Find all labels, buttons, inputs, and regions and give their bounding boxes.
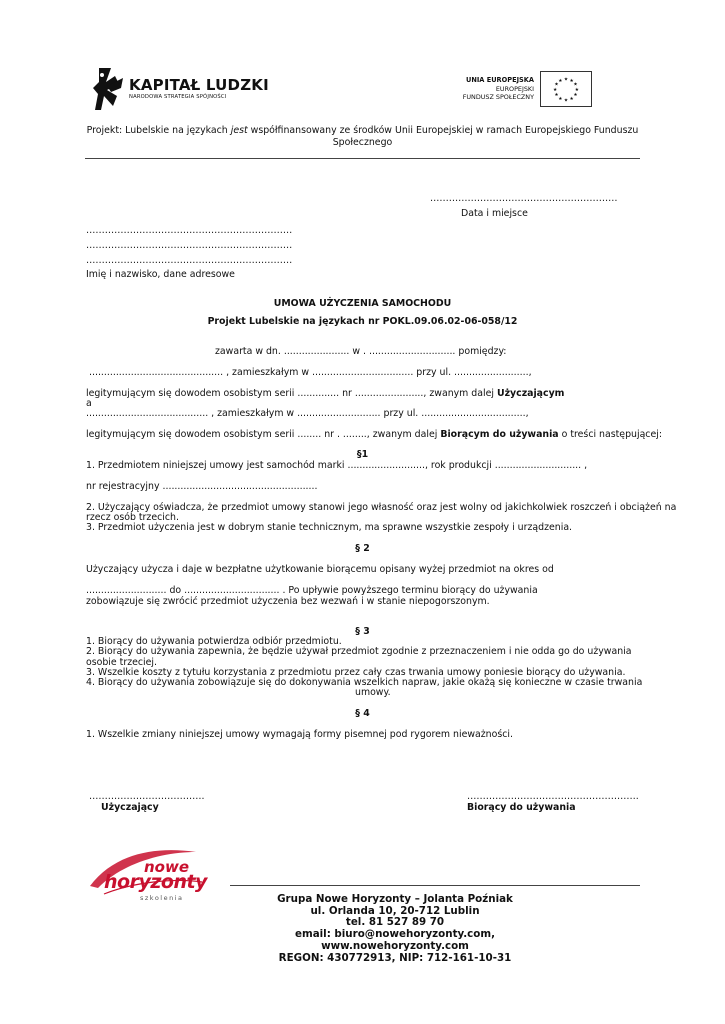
nowe-horyzonty-logo — [84, 842, 209, 908]
kapital-ludzki-mark-icon — [93, 66, 127, 112]
address-label: Imię i nazwisko, dane adresowe — [86, 269, 235, 280]
footer-contact — [250, 894, 540, 964]
logo-word-nowe: nowe — [144, 858, 190, 876]
eu-logo — [462, 71, 592, 107]
section3-item4-cont: umowy. — [355, 687, 391, 698]
section3-item2-cont: osobie trzeciej. — [86, 657, 157, 668]
svg-text:★: ★ — [558, 96, 563, 102]
footer-divider — [230, 885, 640, 886]
party2-id — [86, 429, 662, 440]
svg-text:★: ★ — [569, 96, 574, 102]
section2-heading: § 2 — [355, 543, 370, 554]
project-note-part2: współfinansowany ze środków Unii Europejskiej w ramach Europejskiego Funduszu — [247, 125, 639, 136]
signature-right-line: ………………………………………………. — [467, 791, 639, 802]
kapital-ludzki-subtitle: NARODOWA STRATEGIA SPÓJNOŚCI — [129, 94, 227, 100]
svg-text:★: ★ — [574, 87, 579, 93]
section2-line3: zobowiązuje się zwrócić przedmiot użyczenia bez wezwań i w stanie niepogorszonym. — [86, 596, 490, 607]
footer-company: Grupa Nowe Horyzonty – Jolanta Poźniak — [277, 893, 513, 905]
section3-item1: 1. Biorący do używania potwierdza odbiór przedmiotu. — [86, 636, 342, 647]
footer-regon: REGON: 430772913, NIP: 712-161-10-31 — [278, 951, 512, 964]
footer-www: www.nowehoryzonty.com — [321, 939, 469, 952]
svg-text:★: ★ — [563, 77, 569, 83]
footer-street: ul. Orlanda 10, 20-712 Lublin — [310, 904, 480, 917]
party1-role: Użyczającym — [496, 388, 565, 399]
section1-heading: §1 — [356, 449, 369, 460]
address-line-3: ………………………………………………………… — [86, 255, 293, 266]
section4-item1: 1. Wszelkie zmiany niniejszej umowy wymagają formy pisemnej pod rygorem nieważności. — [86, 729, 513, 740]
section4-heading: § 4 — [355, 708, 370, 719]
section3-heading: § 3 — [355, 626, 370, 637]
address-line-1: ………………………………………………………… — [86, 225, 293, 236]
party2-id-tail: o treści następującej: — [558, 429, 662, 440]
project-note — [85, 125, 640, 148]
contract-subtitle: Projekt Lubelskie na językach nr POKL.09.06.02-06-058/12 — [207, 316, 518, 327]
logo-word-szkolenia: szkolenia — [140, 894, 184, 902]
eu-logo-line3: FUNDUSZ SPOŁECZNY — [462, 93, 534, 101]
footer-email: email: biuro@nowehoryzonty.com, — [294, 928, 495, 941]
eu-logo-line2: EUROPEJSKI — [495, 85, 534, 93]
header-divider — [85, 158, 640, 159]
svg-text:★: ★ — [554, 82, 559, 88]
svg-text:★: ★ — [573, 82, 578, 88]
logo-word-horyzonty: horyzonty — [104, 871, 207, 893]
kapital-ludzki-title: KAPITAŁ LUDZKI — [129, 76, 269, 94]
signature-right-label: Biorący do używania — [467, 802, 576, 813]
project-note-part1: Projekt: Lubelskie na językach — [86, 125, 231, 136]
signature-left-line: ………………………………. — [89, 791, 205, 802]
section3-item3: 3. Wszelkie koszty z tytułu korzystania z przedmiotu przez cały czas trwania umowy poniesie biorący do używania. — [86, 667, 626, 678]
section2-line2: ........................... do ................................ . Po upływie powyższego terminu biorący do używania — [86, 585, 538, 596]
section2-line1: Użyczający użycza i daje w bezpłatne użytkowanie biorącemu opisany wyżej przedmiot na okres od — [86, 564, 554, 575]
address-line-2: ………………………………………………………… — [86, 240, 293, 251]
eu-stars-icon — [540, 71, 592, 107]
svg-text:★: ★ — [573, 93, 578, 99]
party2-id-text: legitymującym się dowodem osobistym serii ........ nr . ........, zwanym dalej — [86, 429, 441, 440]
party1-id-text: legitymującym się dowodem osobistym serii .............. nr ......................., zwanym dalej — [86, 388, 497, 399]
concluded-line: zawarta w dn. ...................... w . ............................. pomiędzy: — [215, 346, 507, 357]
svg-text:★: ★ — [563, 98, 569, 104]
section3-item4: 4. Biorący do używania zobowiązuje się do dokonywania wszelkich napraw, jakie okażą się konieczne w czasie trwania — [86, 677, 643, 688]
signature-left-label: Użyczający — [101, 802, 159, 813]
project-note-line2: Społecznego — [332, 136, 393, 148]
section1-registration: nr rejestracyjny .................................................... — [86, 481, 318, 492]
svg-text:★: ★ — [554, 93, 559, 99]
svg-text:★: ★ — [558, 78, 563, 84]
party1-line: ............................................. , zamieszkałym w .................................. przy ul. ........................., — [89, 367, 532, 378]
project-note-em: jest — [230, 125, 248, 136]
place-label: Data i miejsce — [461, 208, 528, 219]
place-dots: …………………………………………………… — [430, 193, 618, 204]
section1-item2: 2. Użyczający oświadcza, że przedmiot umowy stanowi jego własność oraz jest wolny od jakichkolwiek roszczeń i obciążeń na — [86, 502, 677, 513]
section1-item1: 1. Przedmiotem niniejszej umowy jest samochód marki .........................., rok produkcji ............................. , — [86, 460, 588, 471]
section1-item3: 3. Przedmiot użyczenia jest w dobrym stanie technicznym, ma sprawne wszystkie zespoły i urządzenia. — [86, 522, 573, 533]
and-word: a — [86, 398, 92, 409]
svg-text:★: ★ — [569, 78, 574, 84]
svg-text:★: ★ — [553, 87, 558, 93]
kapital-ludzki-logo — [93, 66, 269, 112]
eu-logo-line1: UNIA EUROPEJSKA — [465, 76, 534, 84]
section3-item2: 2. Biorący do używania zapewnia, że będzie używał przedmiot zgodnie z przeznaczeniem i nie odda go do używania — [86, 646, 632, 657]
contract-title: UMOWA UŻYCZENIA SAMOCHODU — [273, 298, 452, 309]
footer-phone: tel. 81 527 89 70 — [345, 916, 445, 929]
section1-item2-cont: rzecz osób trzecich. — [86, 512, 179, 523]
party2-role: Biorącym do używania — [440, 429, 559, 440]
party1-id — [86, 388, 564, 399]
party2-line: ......................................... , zamieszkałym w ............................ przy ul. ..................................., — [86, 408, 529, 419]
